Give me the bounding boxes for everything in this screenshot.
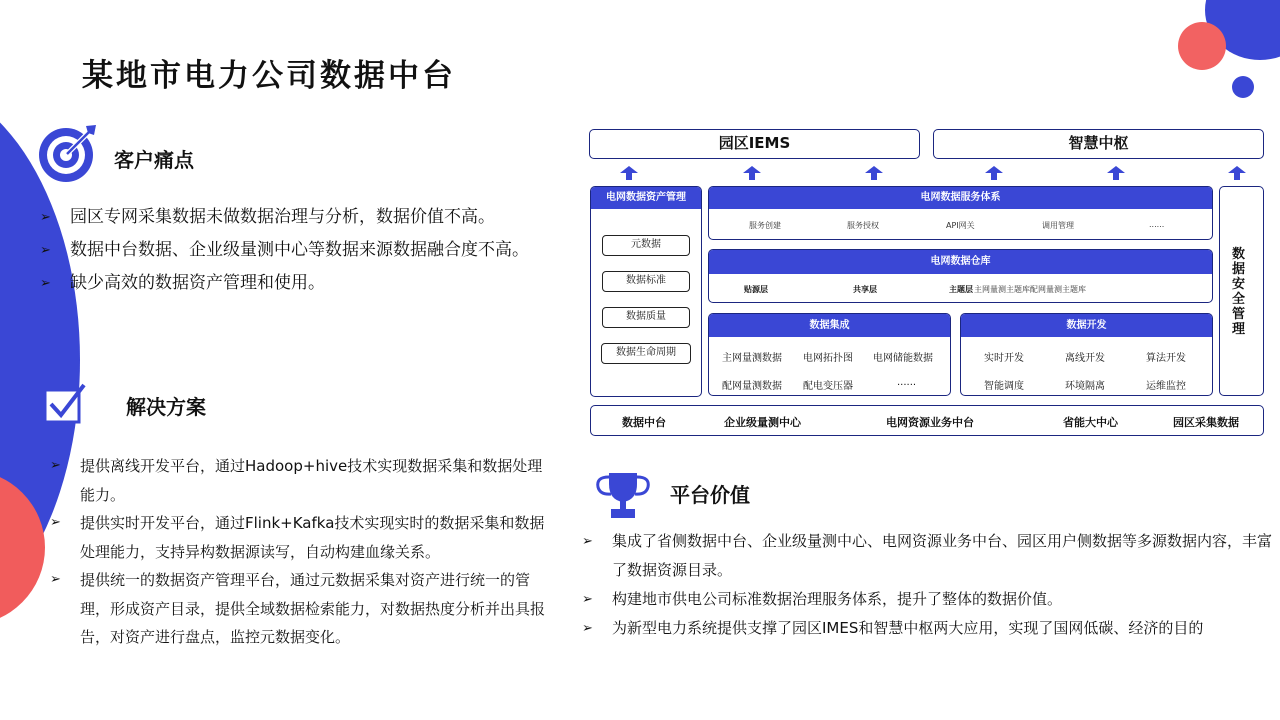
warehouse-layer: 主题层 bbox=[949, 285, 973, 294]
service-item: 服务创建 bbox=[749, 221, 781, 230]
data-source: 省能大中心 bbox=[1063, 416, 1118, 429]
warehouse-subject-libs: 主网量测主题库配网量测主题库 bbox=[974, 285, 1086, 294]
development-item: 算法开发 bbox=[1146, 353, 1186, 364]
development-item: 离线开发 bbox=[1065, 353, 1105, 364]
data-integration-title: 数据集成 bbox=[709, 314, 950, 337]
data-development-box bbox=[960, 313, 1213, 396]
checkbox-icon bbox=[42, 382, 88, 426]
integration-item: 电网储能数据 bbox=[873, 353, 933, 364]
asset-item: 元数据 bbox=[602, 235, 690, 256]
solution-section-title: 解决方案 bbox=[126, 395, 206, 419]
development-item: 实时开发 bbox=[984, 353, 1024, 364]
arrow-bullet-icon: ➢ bbox=[40, 243, 51, 258]
arrow-bullet-icon: ➢ bbox=[50, 515, 61, 530]
app-box-iems: 园区IEMS bbox=[589, 129, 920, 159]
data-source: 园区采集数据 bbox=[1173, 416, 1239, 429]
decorative-small-blue-dot bbox=[1232, 76, 1254, 98]
list-item: ➢ 构建地市供电公司标准数据治理服务体系，提升了整体的数据价值。 bbox=[582, 585, 1272, 614]
development-item: 运维监控 bbox=[1146, 381, 1186, 392]
app-box-smart-hub: 智慧中枢 bbox=[933, 129, 1264, 159]
up-arrow-icon bbox=[620, 166, 638, 180]
security-management-box bbox=[1219, 186, 1264, 396]
list-item: ➢ 为新型电力系统提供支撑了园区IMES和智慧中枢两大应用，实现了国网低碳、经济的目的 bbox=[582, 614, 1272, 643]
data-warehouse-title: 电网数据仓库 bbox=[709, 250, 1212, 274]
page-title: 某地市电力公司数据中台 bbox=[82, 58, 456, 94]
asset-management-title: 电网数据资产管理 bbox=[591, 187, 701, 209]
value-list bbox=[582, 527, 1272, 643]
target-icon bbox=[36, 122, 98, 184]
asset-item: 数据标准 bbox=[602, 271, 690, 292]
service-item: ...... bbox=[1149, 220, 1165, 229]
development-item: 环境隔离 bbox=[1065, 381, 1105, 392]
asset-item: 数据质量 bbox=[602, 307, 690, 328]
service-item: 调用管理 bbox=[1042, 221, 1074, 230]
service-system-title: 电网数据服务体系 bbox=[709, 187, 1212, 209]
arrow-bullet-icon: ➢ bbox=[582, 592, 593, 607]
integration-item: 配网量测数据 bbox=[722, 381, 782, 392]
data-source: 电网资源业务中台 bbox=[886, 416, 974, 429]
asset-management-box bbox=[590, 186, 702, 397]
security-management-label: 数据安全管理 bbox=[1232, 247, 1246, 337]
data-source: 企业级量测中心 bbox=[724, 416, 801, 429]
data-source: 数据中台 bbox=[622, 416, 666, 429]
decorative-red-circle-top-right bbox=[1178, 22, 1226, 70]
list-item: ➢ 园区专网采集数据未做数据治理与分析，数据价值不高。 bbox=[40, 201, 580, 234]
service-system-box bbox=[708, 186, 1213, 240]
solution-list bbox=[50, 452, 550, 652]
data-sources-bar bbox=[590, 405, 1264, 436]
list-item: ➢ 数据中台数据、企业级量测中心等数据来源数据融合度不高。 bbox=[40, 234, 580, 267]
up-arrow-icon bbox=[1107, 166, 1125, 180]
arrow-bullet-icon: ➢ bbox=[50, 458, 61, 473]
pain-section-title: 客户痛点 bbox=[114, 148, 194, 172]
integration-item: 主网量测数据 bbox=[722, 353, 782, 364]
list-item: ➢ 集成了省侧数据中台、企业级量测中心、电网资源业务中台、园区用户侧数据等多源数据内容，丰富了数据资源目录。 bbox=[582, 527, 1272, 585]
value-section-title: 平台价值 bbox=[670, 483, 750, 507]
list-item: ➢ 提供实时开发平台，通过Flink+Kafka技术实现实时的数据采集和数据处理能力，支持异构数据源读写，自动构建血缘关系。 bbox=[50, 509, 550, 566]
arrow-bullet-icon: ➢ bbox=[50, 572, 61, 587]
service-item: API网关 bbox=[946, 221, 975, 230]
pain-list bbox=[40, 201, 580, 300]
data-development-title: 数据开发 bbox=[961, 314, 1212, 337]
integration-item: 配电变压器 bbox=[803, 381, 853, 392]
arrow-bullet-icon: ➢ bbox=[582, 621, 593, 636]
trophy-icon bbox=[592, 470, 654, 520]
warehouse-layer: 贴源层 bbox=[744, 285, 768, 294]
list-item: ➢ 提供离线开发平台，通过Hadoop+hive技术实现数据采集和数据处理能力。 bbox=[50, 452, 550, 509]
arrow-bullet-icon: ➢ bbox=[40, 210, 51, 225]
warehouse-layer: 共享层 bbox=[853, 285, 877, 294]
integration-item: ...... bbox=[897, 377, 917, 388]
up-arrow-icon bbox=[1228, 166, 1246, 180]
list-item: ➢ 缺少高效的数据资产管理和使用。 bbox=[40, 267, 580, 300]
integration-item: 电网拓扑图 bbox=[803, 353, 853, 364]
development-item: 智能调度 bbox=[984, 381, 1024, 392]
arrow-bullet-icon: ➢ bbox=[40, 276, 51, 291]
list-item: ➢ 提供统一的数据资产管理平台，通过元数据采集对资产进行统一的管理，形成资产目录，提供全域数据检索能力，对数据热度分析并出具报告，对资产进行盘点，监控元数据变化。 bbox=[50, 566, 550, 652]
arrow-bullet-icon: ➢ bbox=[582, 534, 593, 549]
up-arrow-icon bbox=[985, 166, 1003, 180]
asset-item: 数据生命周期 bbox=[601, 343, 691, 364]
service-item: 服务授权 bbox=[847, 221, 879, 230]
data-integration-box bbox=[708, 313, 951, 396]
up-arrow-icon bbox=[865, 166, 883, 180]
data-warehouse-box bbox=[708, 249, 1213, 303]
up-arrow-icon bbox=[743, 166, 761, 180]
